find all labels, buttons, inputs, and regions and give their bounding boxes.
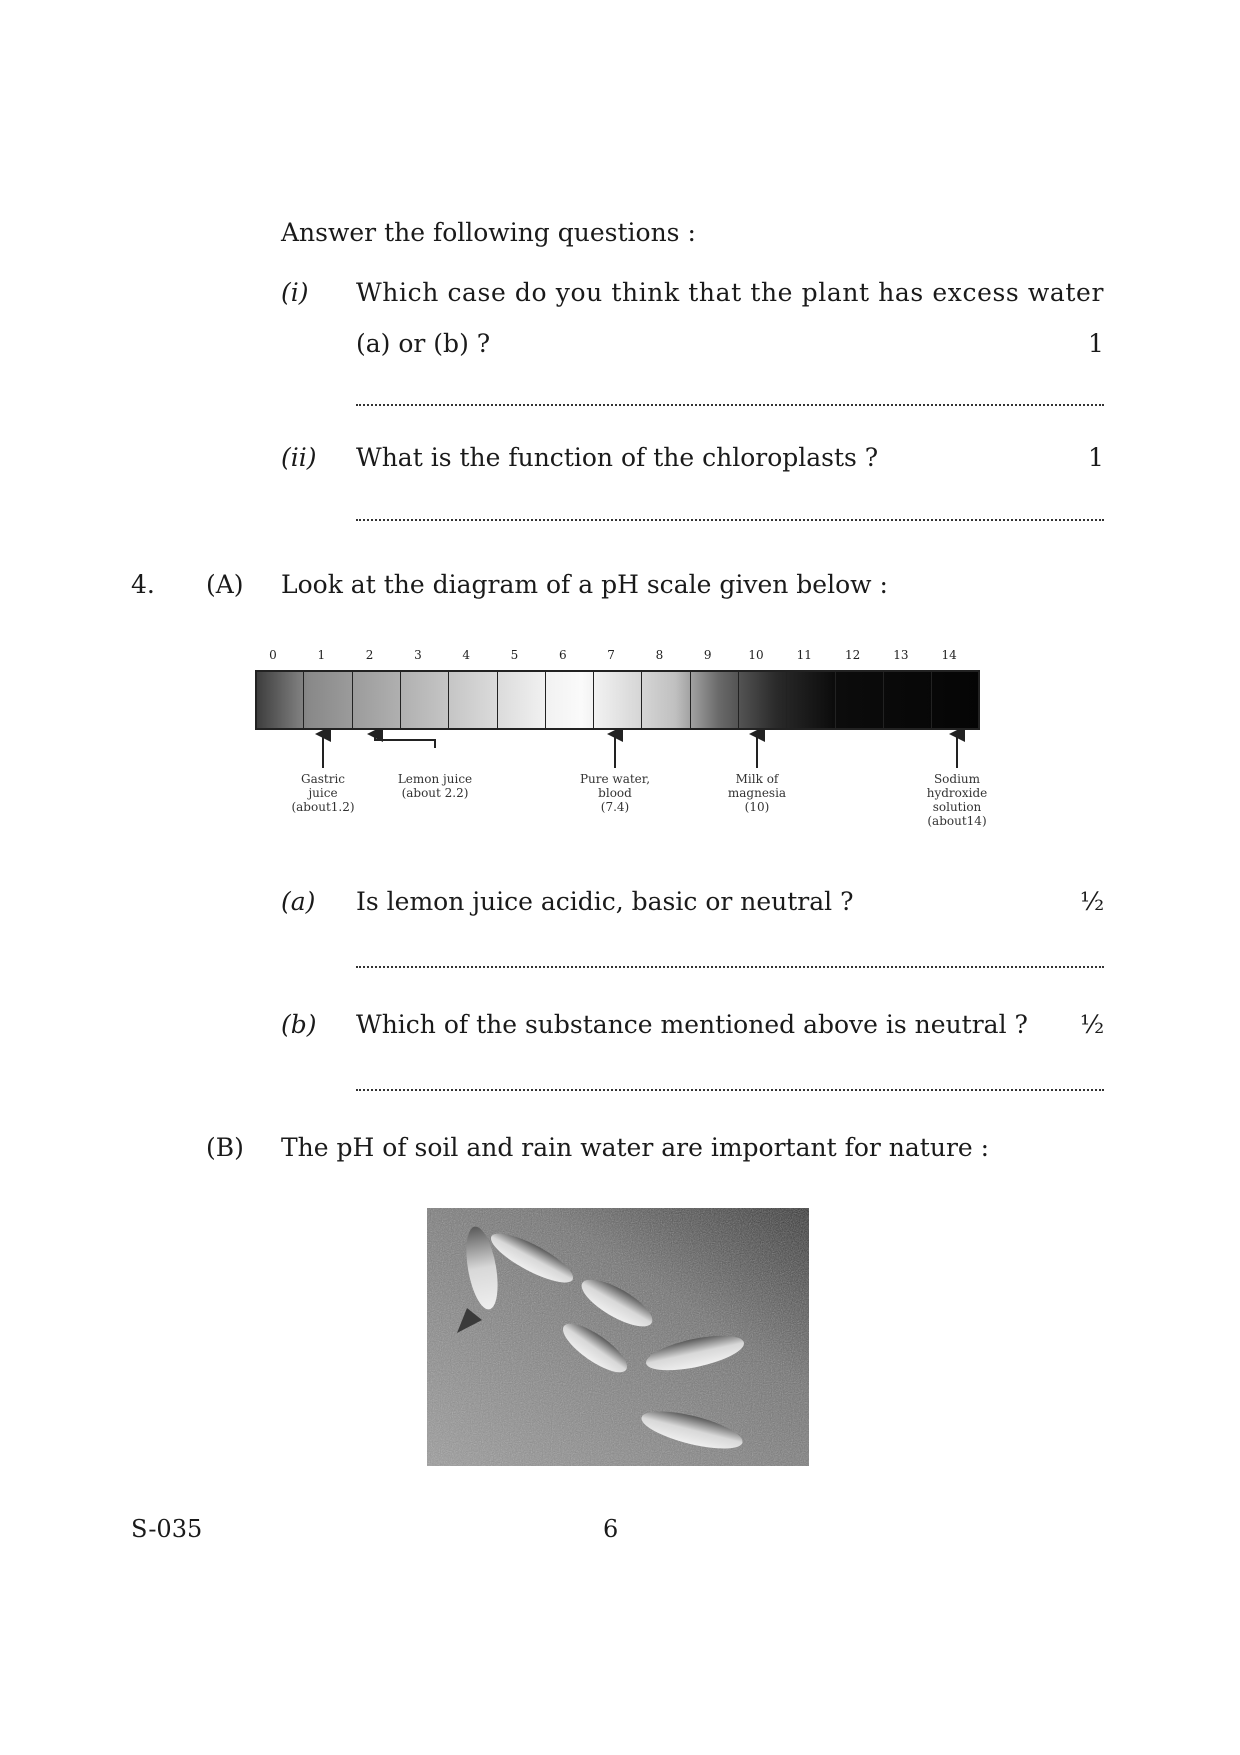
ph-number-7: 7	[607, 648, 615, 662]
ph-scale-diagram	[255, 648, 988, 828]
ph-cell-divider	[448, 670, 449, 730]
ph-number-5: 5	[510, 648, 519, 662]
question-a-text: Is lemon juice acidic, basic or neutral ?	[356, 887, 854, 916]
ph-number-14: 14	[941, 648, 957, 662]
ph-number-2: 2	[365, 648, 374, 662]
ph-number-3: 3	[414, 648, 422, 662]
answer-line-b[interactable]	[356, 1089, 1104, 1091]
ph-cell-divider	[497, 670, 498, 730]
ph-cell-divider	[786, 670, 787, 730]
paper-code: S-035	[131, 1515, 203, 1543]
sodium-hydroxide-label: Sodium hydroxide solution (about14)	[926, 772, 988, 828]
dead-fish-photo	[427, 1208, 809, 1466]
question-i-number: (i)	[281, 278, 309, 307]
ph-number-8: 8	[655, 648, 664, 662]
question-b-number: (b)	[281, 1010, 317, 1039]
question-i-text: Which case do you think that the plant has excess water	[356, 278, 1104, 307]
ph-number-9: 9	[703, 648, 712, 662]
part-b-text: The pH of soil and rain water are important for nature :	[281, 1133, 990, 1162]
ph-cell-divider	[303, 670, 304, 730]
question-b-marks: ½	[1080, 1010, 1105, 1039]
part-a-label: (A)	[206, 570, 244, 599]
question-b-text: Which of the substance mentioned above is neutral ?	[356, 1010, 1028, 1039]
ph-number-11: 11	[796, 648, 812, 662]
question-a-marks: ½	[1080, 887, 1105, 916]
ph-cell-divider	[641, 670, 642, 730]
page-number: 6	[603, 1515, 619, 1543]
ph-scale-bar	[255, 670, 980, 730]
pure-water-label: Pure water, blood (7.4)	[579, 772, 651, 814]
ph-cell-divider	[835, 670, 836, 730]
question-4-number: 4.	[131, 570, 155, 599]
gastric-juice-label: Gastric juice (about1.2)	[291, 772, 355, 814]
instruction-text: Answer the following questions :	[281, 218, 696, 247]
question-i-marks: 1	[1088, 329, 1104, 358]
question-ii-marks: 1	[1088, 443, 1104, 472]
part-b-label: (B)	[206, 1133, 244, 1162]
lemon-arrow	[375, 734, 435, 748]
ph-number-6: 6	[558, 648, 567, 662]
question-ii-text: What is the function of the chloroplasts ?	[356, 443, 879, 472]
part-a-text: Look at the diagram of a pH scale given below :	[281, 570, 888, 599]
ph-cell-divider	[931, 670, 932, 730]
milk-of-magnesia-label: Milk of magnesia (10)	[727, 772, 787, 814]
ph-cell-divider	[352, 670, 353, 730]
question-ii-number: (ii)	[281, 443, 317, 472]
answer-line-i[interactable]	[356, 404, 1104, 406]
ph-number-1: 1	[317, 648, 326, 662]
ph-number-13: 13	[893, 648, 909, 662]
ph-cell-divider	[545, 670, 546, 730]
ph-number-0: 0	[269, 648, 277, 662]
ph-cell-divider	[400, 670, 401, 730]
question-i-text-line2: (a) or (b) ?	[356, 329, 491, 358]
ph-cell-divider	[690, 670, 691, 730]
ph-number-4: 4	[462, 648, 470, 662]
answer-line-a[interactable]	[356, 966, 1104, 968]
question-a-number: (a)	[281, 887, 316, 916]
ph-number-10: 10	[748, 648, 764, 662]
lemon-juice-label: Lemon juice (about 2.2)	[397, 772, 473, 800]
ph-cell-divider	[883, 670, 884, 730]
answer-line-ii[interactable]	[356, 519, 1104, 521]
ph-cell-divider	[738, 670, 739, 730]
ph-number-12: 12	[844, 648, 861, 662]
ph-cell-divider	[593, 670, 594, 730]
